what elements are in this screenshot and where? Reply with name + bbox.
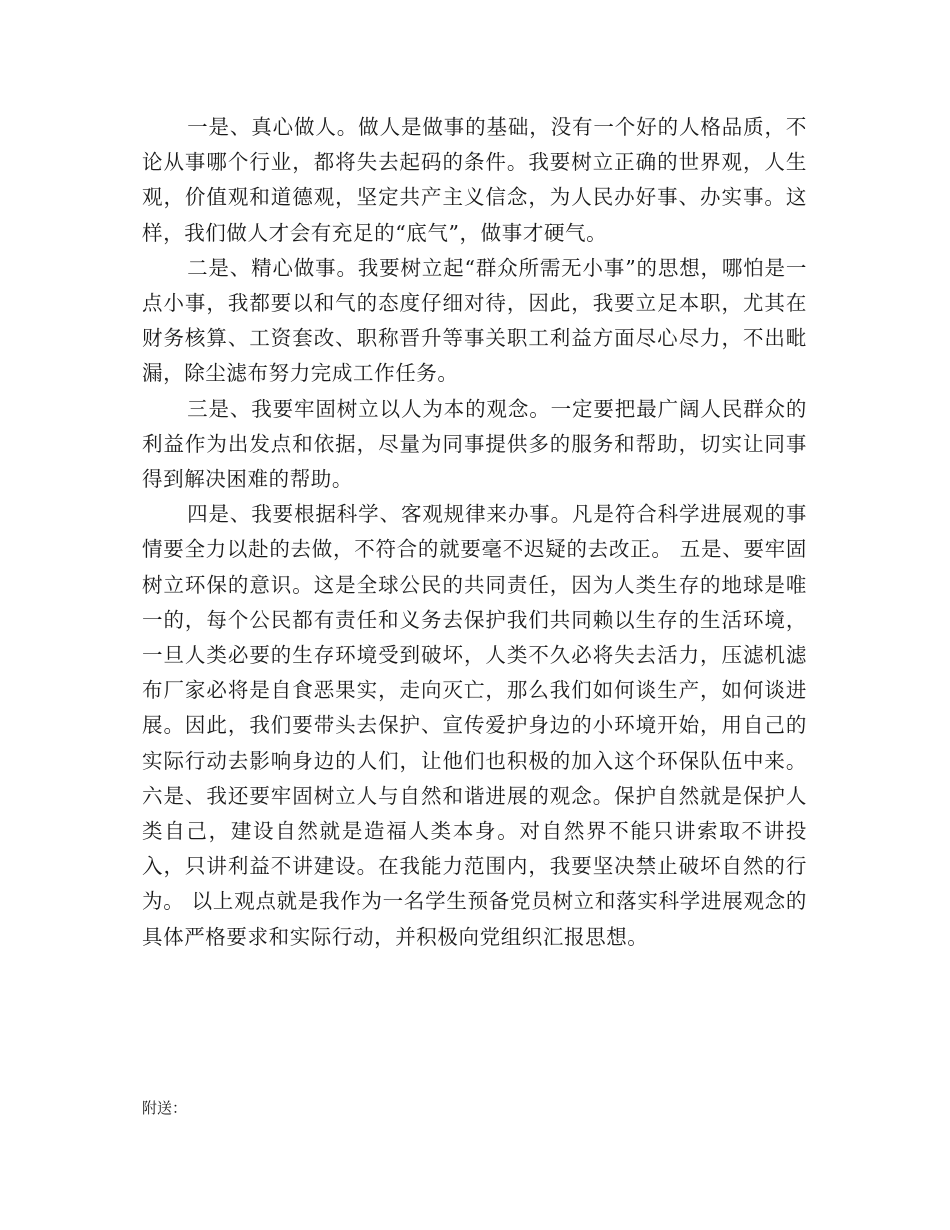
- paragraph-1: 一是、真心做人。做人是做事的基础，没有一个好的人格品质，不论从事哪个行业，都将失去起码的条件。我要树立正确的世界观，人生观，价值观和道德观，坚定共产主义信念，为人民办好事、办实事。这样，我们做人才会有充足的“底气”，做事才硬气。: [142, 115, 807, 245]
- paragraph-3: 三是、我要牢固树立以人为本的观念。一定要把最广阔人民群众的利益作为出发点和依据，尽量为同事提供多的服务和帮助，切实让同事得到解决困难的帮助。: [142, 396, 807, 492]
- paragraph-4: 四是、我要根据科学、客观规律来办事。凡是符合科学进展观的事情要全力以赴的去做，不符合的就要毫不迟疑的去改正。 五是、要牢固树立环保的意识。这是全球公民的共同责任，因为人类生存的地球是唯一的，每个公民都有责任和义务去保护我们共同赖以生存的生活环境，一旦人类必要的生存环境受到破坏，人类不久必将失去活力，压滤机滤布厂家必将是自食恶果实，走向灭亡，那么我们如何谈生产，如何谈进展。因此，我们要带头去保护、宣传爱护身边的小环境开始，用自己的实际行动去影响身边的人们，让他们也积极的加入这个环保队伍中来。 六是、我还要牢固树立人与自然和谐进展的观念。保护自然就是保护人类自己，建设自然就是造福人类本身。对自然界不能只讲索取不讲投入，只讲利益不讲建设。在我能力范围内，我要坚决禁止破坏自然的行为。 以上观点就是我作为一名学生预备党员树立和落实科学进展观念的具体严格要求和实际行动，并积极向党组织汇报思想。: [142, 502, 807, 949]
- document-body: [142, 110, 807, 955]
- attachment-label: 附送：: [142, 1099, 188, 1117]
- paragraph-2: 二是、精心做事。我要树立起“群众所需无小事”的思想，哪怕是一点小事，我都要以和气的态度仔细对待，因此，我要立足本职，尤其在财务核算、工资套改、职称晋升等事关职工利益方面尽心尽力，不出毗漏，除尘滤布努力完成工作任务。: [142, 255, 807, 386]
